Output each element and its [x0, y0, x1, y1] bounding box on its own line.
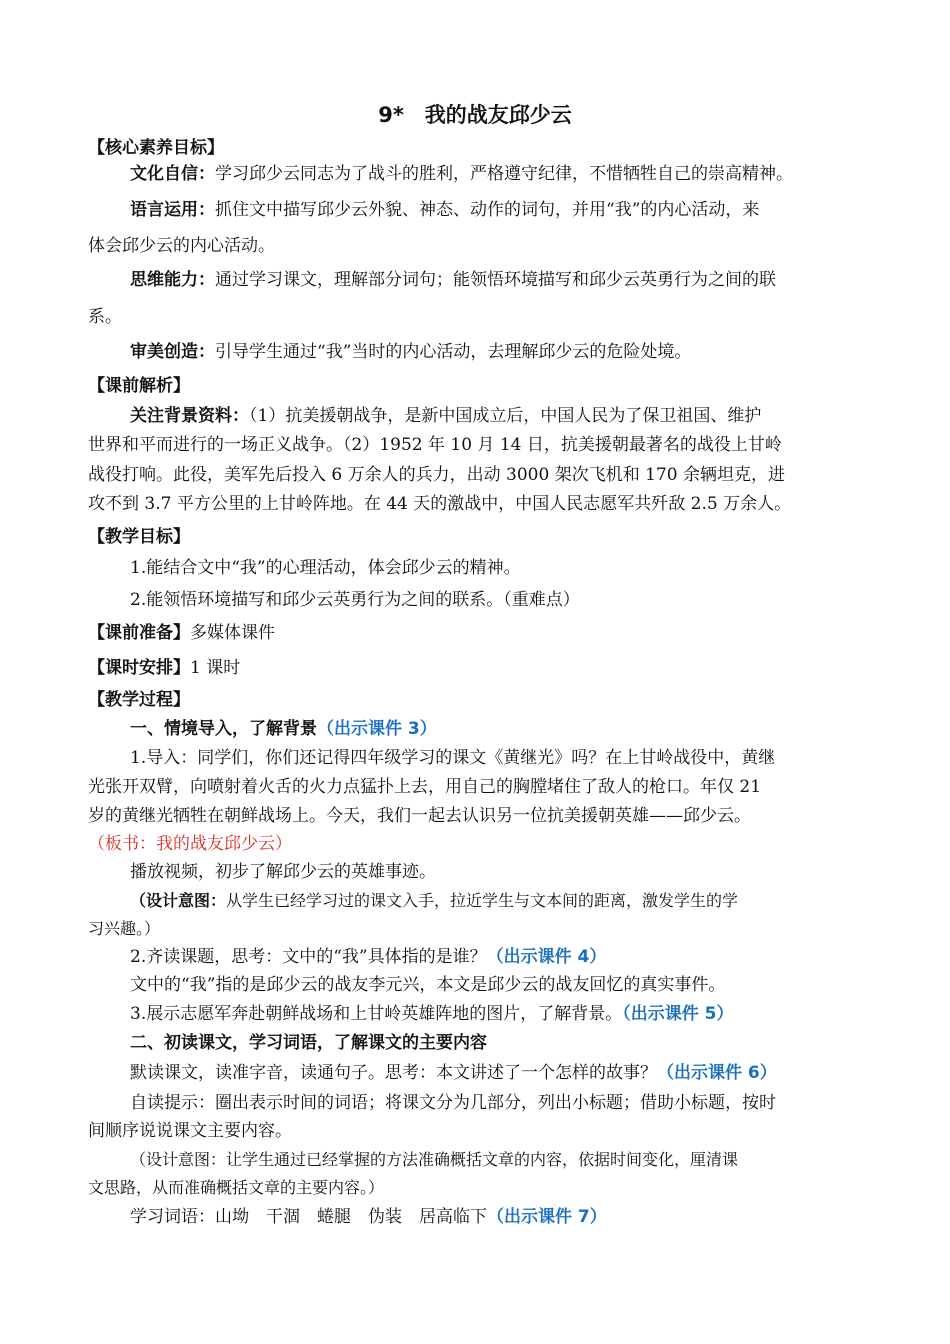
goal-thinking — [130, 268, 868, 292]
design-intent-2: （设计意图：让学生通过已经掌握的方法准确概括文章的内容，依据时间变化，厘清课 — [130, 1150, 739, 1169]
step-3-line — [130, 1002, 868, 1026]
design-intent-1 — [130, 889, 868, 913]
goal-culture-label: 文化自信： — [130, 164, 215, 184]
board-note: （板书：我的战友邱少云） — [88, 834, 292, 854]
part1-title-line — [130, 717, 868, 741]
courseware-tag-5: （出示课件 5） — [622, 1004, 734, 1024]
goal-thinking-label: 思维能力： — [130, 270, 215, 290]
teaching-goal-2: 2.能领悟环境描写和邱少云英勇行为之间的联系。（重难点） — [130, 590, 580, 610]
preparation-line — [88, 621, 868, 645]
goal-aesthetic — [130, 340, 868, 364]
section-heading-core-goals: 【核心素养目标】 — [88, 138, 224, 158]
courseware-tag-4: （出示课件 4） — [486, 947, 607, 967]
intro-line-3: 岁的黄继光牺牲在朝鲜战场上。今天，我们一起去认识另一位抗美援朝英雄——邱少云。 — [88, 806, 751, 826]
schedule-text: 1 课时 — [190, 658, 241, 678]
hint-line-1: 自读提示：圈出表示时间的词语；将课文分为几部分，列出小标题；借助小标题，按时 — [130, 1093, 776, 1113]
design-intent-label: （设计意图： — [130, 891, 227, 910]
courseware-tag-3: （出示课件 3） — [317, 719, 437, 739]
goal-thinking-text: 通过学习课文，理解部分词句；能领悟环境描写和邱少云英勇行为之间的联 — [215, 270, 776, 290]
pre-analysis-label: 关注背景资料： — [130, 406, 249, 426]
design-intent-1-cont: 习兴趣。） — [88, 919, 161, 938]
teaching-goal-1: 1.能结合文中“我”的心理活动，体会邱少云的精神。 — [130, 558, 521, 578]
read-line — [130, 1061, 868, 1085]
goal-culture-text: 学习邱少云同志为了战斗的胜利，严格遵守纪律，不惜牺牲自己的崇高精神。 — [215, 164, 793, 184]
step-2-text: 2.齐读课题，思考：文中的“我”具体指的是谁？ — [130, 947, 487, 967]
intro-line-1: 1.导入：同学们，你们还记得四年级学习的课文《黄继光》吗？在上甘岭战役中，黄继 — [130, 748, 776, 768]
section-heading-teaching-goals: 【教学目标】 — [88, 527, 190, 547]
read-text: 默读课文，读准字音，读通句子。思考：本文讲述了一个怎样的故事？ — [130, 1063, 657, 1083]
pre-analysis-line-4: 攻不到 3.7 平方公里的上甘岭阵地。在 44 天的激战中，中国人民志愿军共歼敌 2.5 万余人。 — [88, 494, 792, 514]
section-heading-schedule: 【课时安排】 — [88, 658, 190, 678]
goal-aesthetic-text: 引导学生通过“我”当时的内心活动，去理解邱少云的危险处境。 — [215, 342, 692, 362]
hint-line-2: 间顺序说说课文主要内容。 — [88, 1121, 292, 1141]
preparation-text: 多媒体课件 — [190, 623, 275, 643]
goal-language-cont: 体会邱少云的内心活动。 — [88, 236, 275, 256]
section-heading-process: 【教学过程】 — [88, 690, 190, 710]
part1-title: 一、情境导入，了解背景 — [130, 719, 317, 739]
goal-aesthetic-label: 审美创造： — [130, 342, 215, 362]
goal-language-text: 抓住文中描写邱少云外貌、神态、动作的词句，并用“我”的内心活动，来 — [215, 200, 760, 220]
words-text: 学习词语：山坳 干涸 蜷腿 伪装 居高临下 — [130, 1207, 487, 1227]
goal-language — [130, 198, 868, 222]
page-title: 9* 我的战友邱少云 — [378, 103, 572, 127]
step-2-line — [130, 945, 868, 969]
courseware-tag-7: （出示课件 7） — [487, 1207, 607, 1227]
words-line — [130, 1205, 868, 1229]
schedule-line — [88, 656, 868, 680]
step-3-text: 3.展示志愿军奔赴朝鲜战场和上甘岭英雄阵地的图片，了解背景。 — [130, 1004, 623, 1024]
pre-analysis-line-2: 世界和平而进行的一场正义战争。（2）1952 年 10 月 14 日，抗美援朝最著名的战役上甘岭 — [88, 435, 782, 455]
pre-analysis-text-1: （1）抗美援朝战争，是新中国成立后，中国人民为了保卫祖国、维护 — [249, 406, 762, 426]
section-heading-preparation: 【课前准备】 — [88, 623, 190, 643]
pre-analysis-line-1 — [130, 404, 868, 428]
intro-line-2: 光张开双臂，向喷射着火舌的火力点猛扑上去，用自己的胸膛堵住了敌人的枪口。年仅 21 — [88, 777, 762, 797]
step-2-answer: 文中的“我”指的是邱少云的战友李元兴，本文是邱少云的战友回忆的真实事件。 — [130, 975, 726, 995]
courseware-tag-6: （出示课件 6） — [657, 1063, 777, 1083]
design-intent-2-cont: 文思路，从而准确概括文章的主要内容。） — [88, 1178, 385, 1197]
goal-culture — [130, 162, 868, 186]
goal-thinking-cont: 系。 — [88, 307, 122, 327]
section-heading-pre-analysis: 【课前解析】 — [88, 376, 190, 396]
pre-analysis-line-3: 战役打响。此役，美军先后投入 6 万余人的兵力，出动 3000 架次飞机和 170 余辆坦克，进 — [88, 465, 785, 485]
design-intent-1-text: 从学生已经学习过的课文入手，拉近学生与文本间的距离，激发学生的学 — [226, 891, 739, 910]
part2-title: 二、初读课文，学习词语，了解课文的主要内容 — [130, 1033, 487, 1053]
goal-language-label: 语言运用： — [130, 200, 215, 220]
video-line: 播放视频，初步了解邱少云的英雄事迹。 — [130, 862, 436, 882]
